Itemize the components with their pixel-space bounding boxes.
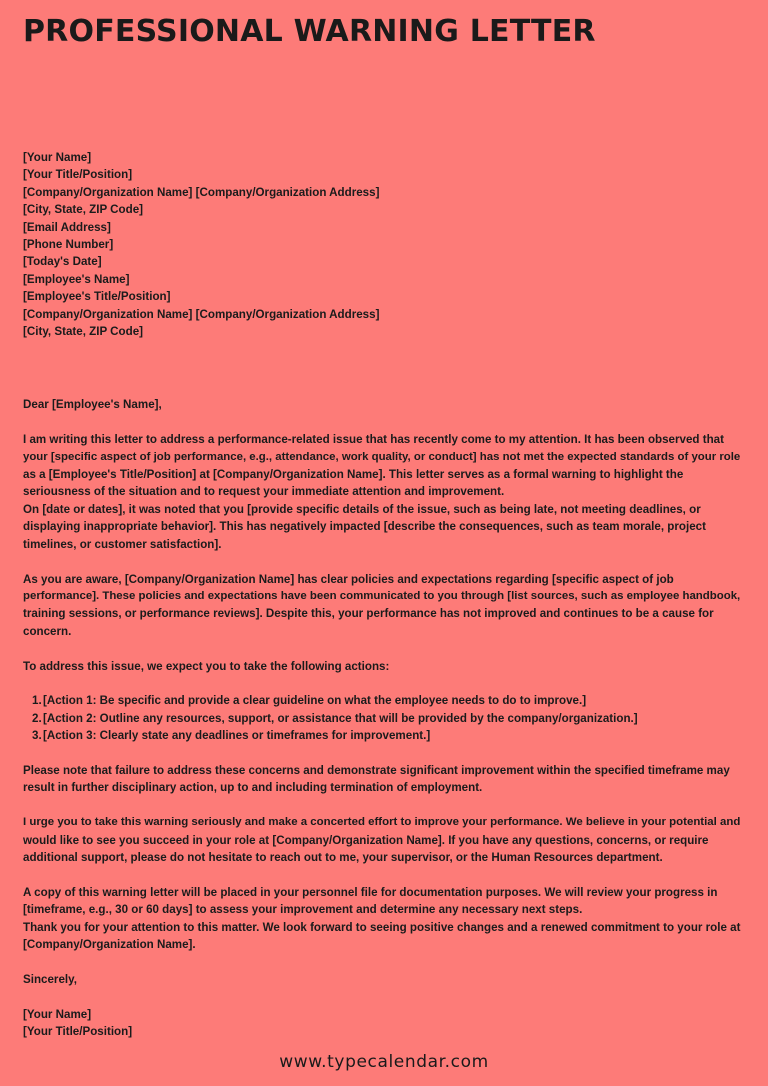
closing: Sincerely,	[23, 972, 77, 986]
paragraph-line: As you are aware, [Company/Organization Name] has clear policies and expectations regarding [specific aspect of job	[23, 572, 674, 586]
paragraph-line: training sessions, or performance reviews]. Despite this, your performance has not improved and continues to be a cause for	[23, 607, 714, 621]
salutation: Dear [Employee's Name],	[23, 398, 162, 412]
letter-title: PROFESSIONAL WARNING LETTER	[23, 14, 596, 49]
sender-line-your-title: [Your Title/Position]	[23, 168, 133, 182]
action-item	[32, 692, 748, 709]
sender-line-phone: [Phone Number]	[23, 238, 114, 252]
paragraph-line: Please note that failure to address these concerns and demonstrate significant improvement within the specified timeframe may	[23, 763, 730, 777]
action-text: [Action 2: Outline any resources, support, or assistance that will be provided by the company/organization.]	[43, 711, 638, 725]
action-item	[32, 727, 748, 744]
action-number: 2.	[32, 711, 42, 725]
paragraph-4	[23, 814, 748, 866]
sender-line-your-name: [Your Name]	[23, 151, 92, 164]
signature-title: [Your Title/Position]	[23, 1024, 133, 1038]
sender-line-company: [Company/Organization Name] [Company/Organization Address]	[23, 185, 380, 199]
sender-line-city: [City, State, ZIP Code]	[23, 203, 144, 217]
paragraph-3	[23, 762, 748, 797]
signature-name: [Your Name]	[23, 1007, 92, 1021]
paragraph-line: I urge you to take this warning seriously and make a concerted effort to improve your performance. We believe in your potential and	[23, 816, 741, 829]
paragraph-line: concern.	[23, 624, 72, 638]
actions-intro: To address this issue, we expect you to take the following actions:	[23, 659, 390, 673]
signature-block	[23, 1006, 748, 1041]
recipient-line-title: [Employee's Title/Position]	[23, 290, 171, 304]
action-text: [Action 1: Be specific and provide a clear guideline on what the employee needs to do to improve.]	[43, 694, 587, 708]
paragraph-line: [timeframe, e.g., 30 or 60 days] to assess your improvement and determine any necessary next steps.	[23, 903, 583, 917]
actions-list	[23, 692, 748, 744]
paragraph-5	[23, 884, 748, 954]
paragraph-1	[23, 431, 748, 553]
paragraph-line: result in further disciplinary action, up to and including termination of employment.	[23, 781, 483, 795]
sender-line-date: [Today's Date]	[23, 255, 102, 269]
recipient-line-company: [Company/Organization Name] [Company/Organization Address]	[23, 307, 380, 321]
paragraph-line: as a [Employee's Title/Position] at [Company/Organization Name]. This letter serves as a formal warning to highlight the	[23, 468, 684, 482]
paragraph-line: additional support, please do not hesitate to reach out to me, your supervisor, or the Human Resources department.	[23, 850, 663, 864]
letter-body	[23, 149, 748, 1040]
paragraph-line: your [specific aspect of job performance, e.g., attendance, work quality, or conduct] has not met the expected standards of your role	[23, 450, 741, 463]
paragraph-line: Thank you for your attention to this matter. We look forward to seeing positive changes and a renewed commitment to your role at	[23, 920, 741, 934]
paragraph-line: displaying inappropriate behavior]. This has negatively impacted [describe the consequences, such as team morale, project	[23, 520, 706, 534]
paragraph-line: I am writing this letter to address a performance-related issue that has recently come to my attention. It has been observed that	[23, 433, 724, 447]
paragraph-line: seriousness of the situation and to request your immediate attention and improvement.	[23, 485, 505, 499]
paragraph-line: would like to see you succeed in your role at [Company/Organization Name]. If you have any questions, concerns, or require	[23, 833, 709, 847]
action-item	[32, 710, 748, 727]
sender-line-email: [Email Address]	[23, 220, 111, 234]
sender-block	[23, 149, 748, 340]
footer-website: www.typecalendar.com	[279, 1052, 489, 1072]
paragraph-2	[23, 571, 748, 641]
action-text: [Action 3: Clearly state any deadlines or timeframes for improvement.]	[43, 729, 431, 743]
paragraph-line: On [date or dates], it was noted that you [provide specific details of the issue, such as being late, not meeting deadlines, or	[23, 502, 701, 516]
recipient-line-name: [Employee's Name]	[23, 272, 130, 286]
paragraph-line: [Company/Organization Name].	[23, 937, 196, 951]
action-number: 3.	[32, 729, 42, 743]
paragraph-line: timelines, or customer satisfaction].	[23, 537, 222, 551]
paragraph-line: performance]. These policies and expectations have been communicated to you through [list sources, such as employee handbook,	[23, 589, 741, 602]
action-number: 1.	[32, 694, 42, 708]
paragraph-line: A copy of this warning letter will be placed in your personnel file for documentation purposes. We will review your progress in	[23, 885, 718, 899]
recipient-line-city: [City, State, ZIP Code]	[23, 325, 144, 339]
